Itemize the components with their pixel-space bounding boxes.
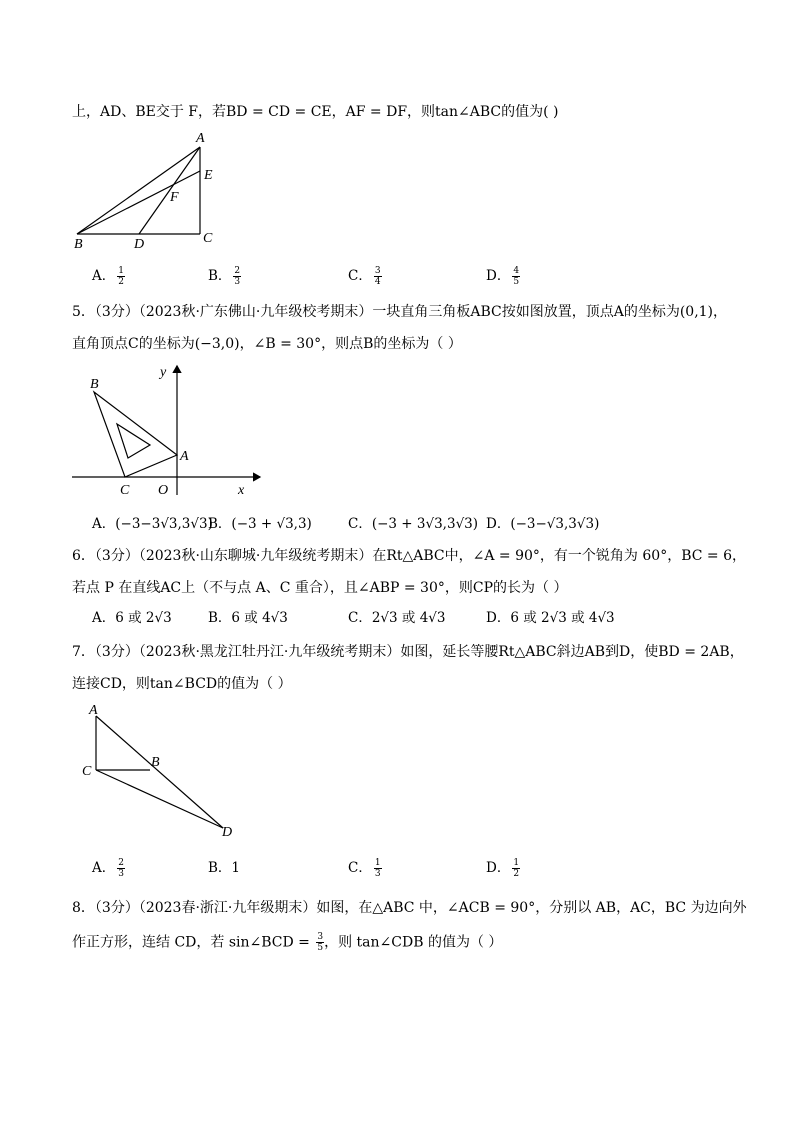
q7-line1: 7．（3分）（2023秋·黑龙江牡丹江·九年级统考期末）如图，延长等腰Rt△ABC斜边AB到D，使BD = 2AB， bbox=[72, 644, 744, 660]
q7-option-b[interactable]: B．1 bbox=[208, 860, 241, 876]
q5-line1: 5．（3分）（2023秋·广东佛山·九年级校考期末）一块直角三角板ABC按如图放置，顶点A的坐标为(0,1)， bbox=[72, 304, 728, 320]
q7-label-b: B bbox=[151, 755, 160, 770]
q7-figure bbox=[76, 700, 246, 840]
q8-line2: 作正方形，连结 CD，若 sin∠BCD = $\frac{3}{5}$ ，则 tan∠CDB 的值为（ ） bbox=[72, 932, 503, 953]
q4-label-c: C bbox=[203, 231, 213, 246]
q7-option-a[interactable]: A． $\frac{2}{3}$ bbox=[92, 858, 124, 879]
q4-option-d[interactable]: D． $\frac{4}{5}$ bbox=[486, 266, 520, 287]
q7-option-c[interactable]: C． $\frac{1}{3}$ bbox=[348, 858, 381, 879]
q7-line2: 连接CD，则tan∠BCD的值为（ ） bbox=[72, 676, 292, 692]
q7-label-d: D bbox=[222, 825, 233, 840]
q5-line2: 直角顶点C的坐标为(−3,0)，∠B = 30°，则点B的坐标为（ ） bbox=[72, 336, 462, 352]
q6-line2: 若点 P 在直线AC上（不与点 A、C 重合），且∠ABP = 30°，则CP的长为（ ） bbox=[72, 580, 568, 596]
q5-label-o: O bbox=[158, 483, 169, 498]
q7-label-a: A bbox=[89, 703, 98, 718]
q4-option-a[interactable]: A． $\frac{1}{2}$ bbox=[92, 266, 124, 287]
q4-label-d: D bbox=[134, 237, 145, 252]
q4-label-a: A bbox=[196, 131, 205, 146]
q4-option-c[interactable]: C． $\frac{3}{4}$ bbox=[348, 266, 381, 287]
q4-label-b: B bbox=[74, 237, 83, 252]
q5-label-b: B bbox=[90, 377, 99, 392]
q5-option-c[interactable]: C．(−3 + 3√3,3√3) bbox=[348, 516, 479, 532]
q4-option-b[interactable]: B． $\frac{2}{3}$ bbox=[208, 266, 241, 287]
q5-label-c: C bbox=[120, 483, 130, 498]
q7-label-c: C bbox=[82, 764, 92, 779]
q5-label-a: A bbox=[180, 449, 189, 464]
q6-option-b[interactable]: B．6 或 4√3 bbox=[208, 610, 288, 626]
q4-label-f: F bbox=[170, 190, 179, 205]
q5-option-a[interactable]: A．(−3−3√3,3√3) bbox=[92, 516, 213, 532]
q4-label-e: E bbox=[204, 168, 213, 183]
q4-stem: 上，AD、BE交于 F，若BD = CD = CE，AF = DF，则tan∠ABC的值为( ) bbox=[72, 104, 559, 120]
q6-option-d[interactable]: D．6 或 2√3 或 4√3 bbox=[486, 610, 615, 626]
q4-figure bbox=[60, 128, 230, 253]
q5-option-b[interactable]: B．(−3 + √3,3) bbox=[208, 516, 312, 532]
q6-option-a[interactable]: A．6 或 2√3 bbox=[92, 610, 172, 626]
q7-option-d[interactable]: D． $\frac{1}{2}$ bbox=[486, 858, 520, 879]
q5-figure bbox=[70, 360, 270, 500]
q5-option-d[interactable]: D．(−3−√3,3√3) bbox=[486, 516, 600, 532]
q8-line1: 8．（3分）（2023春·浙江·九年级期末）如图，在△ABC 中，∠ACB = 90°，分别以 AB，AC，BC 为边向外 bbox=[72, 900, 747, 916]
q6-line1: 6．（3分）（2023秋·山东聊城·九年级统考期末）在Rt△ABC中，∠A = 90°，有一个锐角为 60°，BC = 6， bbox=[72, 548, 746, 564]
q6-option-c[interactable]: C．2√3 或 4√3 bbox=[348, 610, 446, 626]
q5-label-x: x bbox=[238, 483, 245, 498]
q5-label-y: y bbox=[160, 365, 167, 380]
